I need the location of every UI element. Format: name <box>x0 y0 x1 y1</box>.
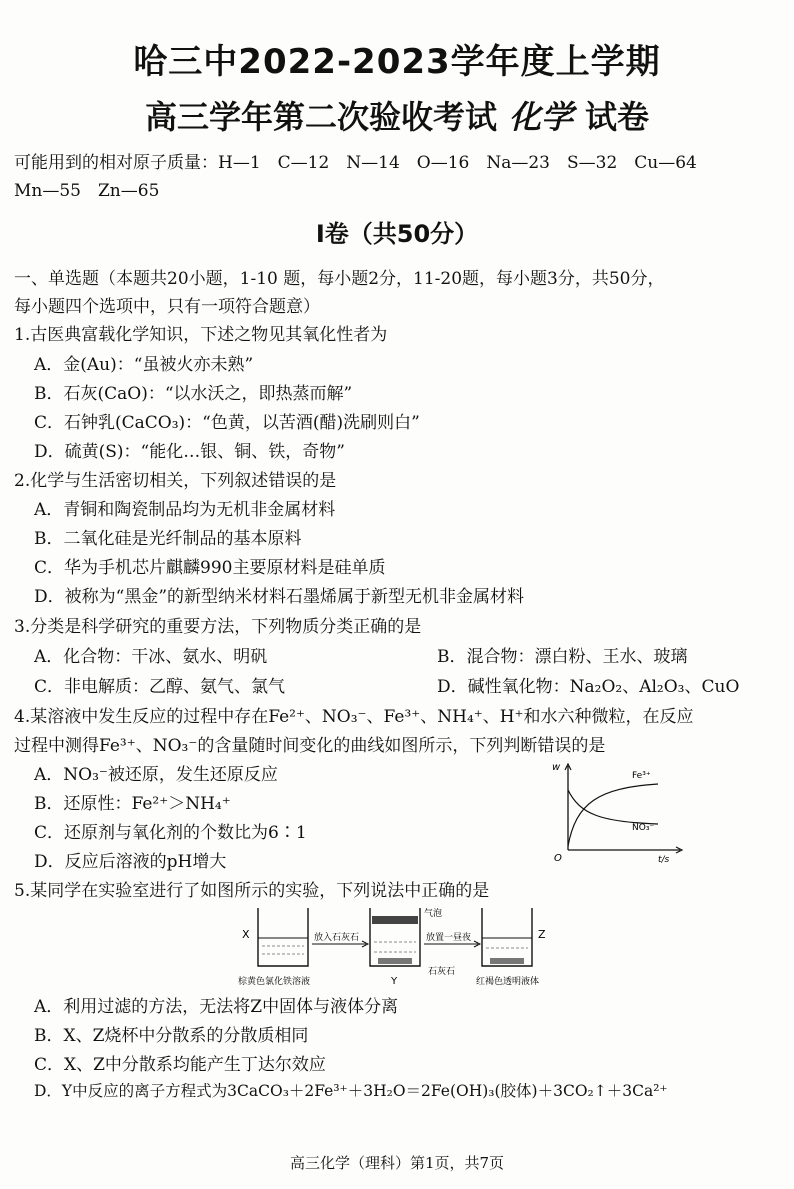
exam-title-line2 <box>0 92 794 138</box>
q1-stem: 1.古医典富载化学知识，下述之物见其氧化性者为 <box>14 325 388 345</box>
q5-option-b: B．X、Z烧杯中分散系的分散质相同 <box>34 1026 309 1046</box>
q4-option-b: B．还原性：Fe²⁺＞NH₄⁺ <box>34 794 231 814</box>
title-subject: 化学 <box>508 98 573 136</box>
q4-no3-curve <box>568 790 658 824</box>
label-stone: 石灰石 <box>428 967 456 977</box>
q4-stem-line2: 过程中测得Fe³⁺、NO₃⁻的含量随时间变化的曲线如图所示，下列判断错误的是 <box>14 736 606 756</box>
q4-fe3-label: Fe³⁺ <box>632 771 651 781</box>
q3-option-a: A．化合物：干冰、氨水、明矾 <box>34 647 268 667</box>
atomic-masses-line1: 可能用到的相对原子质量：H—1 C—12 N—14 O—16 Na—23 S—32 Cu—64 <box>14 153 697 173</box>
q3-option-c: C．非电解质：乙醇、氨气、氯气 <box>34 677 286 697</box>
q2-stem: 2.化学与生活密切相关，下列叙述错误的是 <box>14 471 337 491</box>
q5-stem: 5.某同学在实验室进行了如图所示的实验，下列说法中正确的是 <box>14 881 490 901</box>
label-bubble: 气泡 <box>424 909 443 919</box>
arrow-1-label: 放入石灰石 <box>314 933 360 943</box>
arrow-2-label: 放置一昼夜 <box>426 933 472 943</box>
q4-option-d: D．反应后溶液的pH增大 <box>34 852 227 872</box>
label-x: X <box>242 928 250 941</box>
q4-y-label: w <box>552 762 561 773</box>
q4-x-label: t/s <box>658 855 670 865</box>
q1-option-b: B．石灰(CaO)：“以水沃之，即热蒸而解” <box>34 384 353 404</box>
exam-title-line1: 哈三中2022-2023学年度上学期 <box>133 42 661 82</box>
q4-no3-label: NO₃⁻ <box>632 823 655 833</box>
title-right: 试卷 <box>585 98 650 136</box>
part1-instructions-line1: 一、单选题（本题共20小题，1-10 题，每小题2分，11-20题，每小题3分，共50分， <box>14 269 665 289</box>
q4-option-c: C．还原剂与氧化剂的个数比为6∶1 <box>34 823 307 843</box>
q2-option-d: D．被称为“黑金”的新型纳米材料石墨烯属于新型无机非金属材料 <box>34 587 525 607</box>
q3-option-d: D．碱性氧化物：Na₂O₂、Al₂O₃、CuO <box>437 677 740 697</box>
atomic-masses-line2: Mn—55 Zn—65 <box>14 181 160 201</box>
label-y: Y <box>391 976 398 987</box>
section-title: I卷（共50分） <box>315 220 479 248</box>
page-footer: 高三化学（理科）第1页，共7页 <box>289 1154 505 1172</box>
q5-experiment-figure <box>238 902 558 990</box>
label-z: Z <box>538 928 546 941</box>
q4-origin: O <box>554 853 562 864</box>
q5-option-a: A．利用过滤的方法，无法将Z中固体与液体分离 <box>34 997 399 1017</box>
q5-option-c: C．X、Z中分散系均能产生丁达尔效应 <box>34 1055 326 1075</box>
q2-option-c: C．华为手机芯片麒麟990主要原材料是硅单质 <box>34 558 386 578</box>
q1-option-c: C．石钟乳(CaCO₃)：“色黄，以苦酒(醋)洗刷则白” <box>34 413 420 433</box>
beaker-x <box>258 908 308 966</box>
beaker-y-bubbles <box>372 916 418 924</box>
beaker-z-sediment <box>490 958 524 964</box>
title-left: 高三学年第二次验收考试 <box>144 98 497 136</box>
q1-option-d: D．硫黄(S)：“能化…银、铜、铁，奇物” <box>34 442 345 462</box>
caption-left: 棕黄色氯化铁溶液 <box>238 977 311 987</box>
q2-option-a: A．青铜和陶瓷制品均为无机非金属材料 <box>34 500 336 520</box>
q4-stem-line1: 4.某溶液中发生反应的过程中存在Fe²⁺、NO₃⁻、Fe³⁺、NH₄⁺、H⁺和水六种微粒，在反应 <box>14 707 694 727</box>
q3-stem: 3.分类是科学研究的重要方法，下列物质分类正确的是 <box>14 617 422 637</box>
q4-concentration-graph <box>548 758 688 866</box>
q2-option-b: B．二氧化硅是光纤制品的基本原料 <box>34 529 302 549</box>
q3-option-b: B．混合物：漂白粉、王水、玻璃 <box>437 647 688 667</box>
q5-option-d: D．Y中反应的离子方程式为3CaCO₃＋2Fe³⁺＋3H₂O＝2Fe(OH)₃(胶体)＋3CO₂↑＋3Ca²⁺ <box>34 1082 668 1100</box>
beaker-z <box>482 908 532 966</box>
part1-instructions-line2: 每小题四个选项中，只有一项符合题意） <box>14 297 320 317</box>
q4-option-a: A．NO₃⁻被还原，发生还原反应 <box>34 765 278 785</box>
q1-option-a: A．金(Au)：“虽被火亦未熟” <box>34 355 254 375</box>
beaker-y-limestone <box>378 958 412 964</box>
caption-right: 红褐色透明液体 <box>476 977 540 987</box>
q4-fe3-curve <box>568 784 658 846</box>
